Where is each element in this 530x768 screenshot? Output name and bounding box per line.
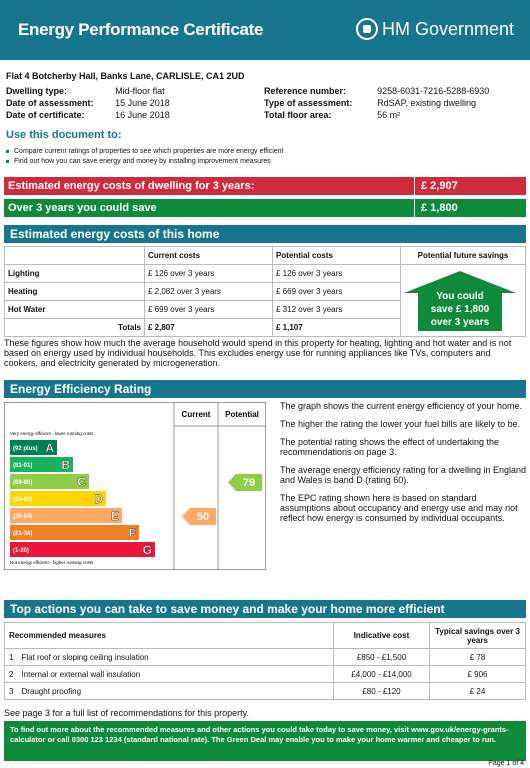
rating-band-range: (81-91) — [13, 463, 33, 469]
dwelling-type-value: Mid-floor flat — [115, 86, 165, 96]
floor-area-label: Total floor area: — [264, 110, 332, 120]
bullet-icon — [6, 150, 9, 153]
actions-section-heading: Top actions you can take to save money and make your home more efficient — [4, 600, 526, 618]
reference-value: 9258-6031-7216-5288-6930 — [377, 86, 490, 96]
date-certificate-value: 16 June 2018 — [115, 110, 170, 120]
arrow-text-3: over 3 years — [430, 317, 490, 328]
savings-band — [4, 199, 526, 217]
see-page-note: See page 3 for a full list of recommendations for this property. — [4, 708, 249, 718]
costs-section-heading: Estimated energy costs of this home — [4, 225, 526, 243]
page-number: Page 1 of 4 — [488, 760, 524, 767]
savings-header: Typical savings over 3 years — [430, 623, 526, 649]
table-row: Lighting £ 126 over 3 years £ 126 over 3 years — [5, 265, 526, 283]
efficiency-rating-chart — [4, 402, 266, 570]
totals-row: Totals £ 2,807 £ 1,107 — [5, 319, 526, 337]
rating-band-range: (39-54) — [13, 514, 33, 520]
actions-table — [4, 622, 526, 700]
assessment-type-value: RdSAP, existing dwelling — [377, 98, 477, 108]
property-details — [6, 86, 526, 122]
crest-icon — [356, 18, 378, 40]
government-name: HM Government — [381, 18, 514, 39]
date-assessment-label: Date of assessment: — [6, 98, 94, 108]
rating-band-letter: F — [128, 526, 136, 540]
efficiency-explanation: The graph shows the current energy efficiency of your home. The higher the rating the lower your fuel bills are likely to be. The potential rating shows the effect of undertaking the recommendations on page 3. The average energy efficiency rating for a dwelling in England and Wales is band D (rating 60). The EPC rating shown here is based on standard assumptions about occupancy and energy use and may not reflect how energy is consumed by individual occupants. — [280, 401, 526, 523]
certificate-header — [0, 0, 530, 60]
rating-band-range: (92 plus) — [13, 446, 38, 452]
date-certificate-label: Date of certificate: — [6, 110, 85, 120]
efficiency-section-heading: Energy Efficiency Rating — [4, 380, 526, 398]
rating-band-range: (21-38) — [13, 531, 33, 537]
costs-header-potential: Potential costs — [273, 247, 401, 265]
current-column-header: Current — [181, 410, 211, 419]
government-logo — [356, 18, 514, 40]
certificate-title: Energy Performance Certificate — [18, 20, 264, 39]
bullet-item: Find out how you can save energy and money by installing improvement measures — [6, 157, 284, 167]
floor-area-value: 56 m² — [377, 110, 401, 120]
rating-band-range: (55-68) — [13, 497, 33, 503]
rating-band-letter: A — [45, 441, 54, 455]
measures-header: Recommended measures — [5, 623, 334, 649]
inefficient-note: Not energy efficient - higher running costs — [10, 560, 94, 565]
efficient-note: Very energy efficient - lower running costs — [10, 431, 94, 436]
use-document-heading: Use this document to: — [6, 129, 122, 141]
rating-band-letter: B — [61, 458, 70, 472]
bullet-icon — [6, 160, 9, 163]
assessment-type-label: Type of assessment: — [264, 98, 353, 108]
potential-rating-value: 79 — [242, 477, 256, 489]
costs-header-current: Current costs — [145, 247, 273, 265]
table-row: 3 Draught proofing £80 - £120 £ 24 — [5, 683, 526, 700]
reference-label: Reference number: — [264, 86, 347, 96]
estimated-cost-value: £ 2,907 — [414, 177, 526, 195]
rating-band-g — [10, 542, 155, 557]
table-row: 1 Flat roof or sloping ceiling insulation £850 - £1,500 £ 78 — [5, 649, 526, 666]
current-rating-value: 50 — [196, 511, 210, 523]
dwelling-type-label: Dwelling type: — [6, 86, 68, 96]
table-row: 2 Internal or external wall insulation £4,000 - £14,000 £ 906 — [5, 666, 526, 683]
use-document-bullets — [6, 147, 284, 167]
potential-column-header: Potential — [225, 410, 259, 419]
rating-band-range: (69-80) — [13, 480, 33, 486]
rating-band-letter: D — [94, 492, 103, 506]
savings-arrow — [404, 271, 516, 331]
cost-header: Indicative cost — [334, 623, 430, 649]
rating-band-range: (1-20) — [13, 548, 30, 554]
costs-header-savings: Potential future savings — [401, 247, 526, 265]
figures-note: These figures show how much the average household would spend in this property for heating, lighting and hot water and is not based on energy used by individual households. This excludes energy use for running appliances like TVs, computers and cookers, and electricity generated by microgeneration. — [4, 338, 512, 368]
table-row: Heating £ 2,082 over 3 years £ 669 over 3 years — [5, 283, 526, 301]
rating-band-letter: C — [77, 475, 86, 489]
property-address: Flat 4 Botcherby Hall, Banks Lane, CARLISLE, CA1 2UD — [6, 71, 245, 81]
costs-header-blank — [5, 247, 145, 265]
bullet-item: Compare current ratings of properties to see which properties are more energy efficient — [6, 147, 284, 157]
savings-label: Over 3 years you could save — [8, 202, 157, 214]
savings-value: £ 1,800 — [414, 199, 526, 217]
rating-band-letter: G — [142, 543, 152, 557]
arrow-text-2: save £ 1,800 — [430, 304, 490, 315]
date-assessment-value: 15 June 2018 — [115, 98, 170, 108]
estimated-cost-band — [4, 177, 526, 195]
rating-band-letter: E — [110, 509, 119, 523]
table-row: Hot Water £ 699 over 3 years £ 312 over 3 years — [5, 301, 526, 319]
arrow-text-1: You could — [436, 291, 484, 302]
estimated-cost-label: Estimated energy costs of dwelling for 3 years: — [8, 180, 255, 192]
green-deal-box: To find out more about the recommended measures and other actions you could take today to save money, visit www.gov.uk/energy-grants-calculator or call 0300 123 1234 (standard national rate). The Green Deal may enable you to make your home warmer and cheaper to run. — [4, 721, 526, 761]
